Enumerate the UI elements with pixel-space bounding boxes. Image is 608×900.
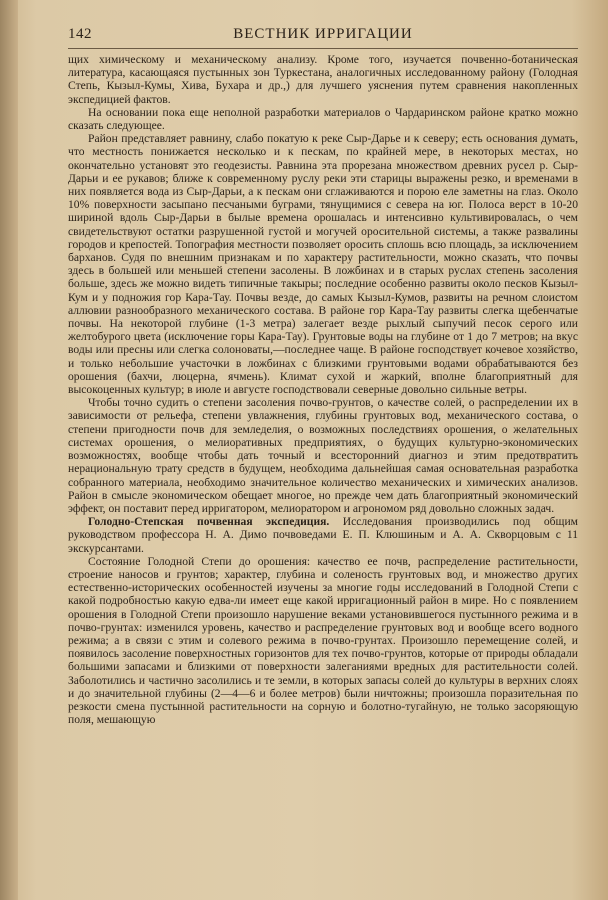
section-heading: Голодно-Степская почвенная экспедиция. [88,515,330,529]
paragraph-5 [68,515,578,555]
paragraph-3 [68,132,578,396]
paragraph-6 [68,555,578,727]
paragraph-text: щих химическому и механическому анализу. Кроме того, изучается почвенно-ботаническая литература, касающаяся пустынных зон Туркестана, аналогичных исследованному району (Голодная Степь, Кызыл-Кумы, Хива, Бухара и др.,) для лучшего уяснения путем сравнения накопленных экспедицией фактов. [68,53,578,106]
body-text [68,53,578,726]
paragraph-1 [68,53,578,106]
paragraph-text: Состояние Голодной Степи до орошения: качество ее почв, распределение растительности, строение наносов и грунтов; характер, глубина и соленость грунтовых вод, и множество других естественно-исторических особенностей изучены за многие годы исследований в Голодной Степи с какой подробностью какую едва-ли имеет еще какой ирригационный район в мире. Но с появлением орошения в Голодной Степи произошло нарушение веками установившегося пустынного режима и в почво-грунтах: изменился уровень, качество и распределение грунтовых вод и вообще всего водного режима; а в связи с этим и солевого режима в почво-грунтах. Произошло перемещение солей, и появилось засоление поверхностных горизонтов для тех почво-грунтов, которые от природы обладали большими запасами и близкими от поверхности залеганиями вредных для растительности солей. Заболотились и частично засолились и те земли, в которых запасы солей до культуры в верхних слоях и до значительной глубины (2—4—6 и более метров) были ничтожны; произошла поразительная по резкости смена пустынной растительности на сорную и болотно-тугайную, не только засоряющую поля, мешающую [68,554,578,727]
paragraph-4 [68,396,578,515]
page-binding-shadow [0,0,18,900]
page-header [68,26,578,49]
paragraph-text: Исследования производились под общим руководством профессора Н. А. Димо почвоведами Е. П. Клюшиным и А. А. Скворцовым с 11 экскурсантами. [68,515,579,555]
paragraph-2 [68,106,578,132]
paragraph-text: На основании пока еще неполной разработки материалов о Чардаринском районе кратко можно сказать следующее. [68,105,578,133]
running-title: ВЕСТНИК ИРРИГАЦИИ [233,26,413,42]
paragraph-text: Чтобы точно судить о степени засоления почво-грунтов, о качестве солей, о распределении их в зависимости от рельефа, степени увлажнения, глубины грунтовых вод, механического состава, о степени пригодности почв для земледелия, о возможных последствиях орошения, о желательных системах орошения, о мелиоративных предприятиях, о будущих культурно-экономических возможностях, вообще чтобы дать точный и всесторонний диагноз и этим предотвратить нерациональную трату средств в будущем, необходима дальнейшая самая основательная разработка собранного материала, необходимо значительное количество механических и химических анализов. Район в смысле экономическом обещает многое, но прежде чем дать благоприятный экономический эффект, он поставит перед ирригатором, мелиоратором и агрономом ряд довольно сложных задач. [68,396,578,515]
page-number: 142 [68,26,92,42]
paragraph-text: Район представляет равнину, слабо покатую к реке Сыр-Дарье и к северу; есть основания думать, что местность понижается несколько и к пескам, по крайней мере, в некоторых местах, но окончательно установят это геодезисты. Равнина эта прорезана множеством древних русел р. Сыр-Дарьи и ее рукавов; ближе к современному руслу реки эти старицы выражены резко, и временами в них появляется вода из Сыр-Дарьи, а к пескам они сглаживаются и порою еле заметны на глаз. Около 10% поверхности засыпано песчаными буграми, тянущимися с севера на юг. Полоса верст в 10-20 шириной вдоль Сыр-Дарьи в былые времена орошалась и интенсивно культивировалась, о чем свидетельствуют остатки разрушенной густой и могучей оросительной системы, а также развалины городов и крепостей. Топография местности позволяет оросить сплошь всю площадь, за исключением барханов. Судя по внешним признакам и по характеру растительности, можно сказать, что почвы здесь в большей или меньшей степени засолены. В ложбинах и в старых руслах степень засоления больше, здесь же можно видеть типичные такыры; последние особенно развиты около песков Кызыл-Кум и у подножия гор Кара-Тау. Почвы везде, до самых Кызыл-Кумов, развиты на речном слоистом аллювии разнообразного механического состава. В районе гор Кара-Тау развиты слегка щебенчатые почвы. На некоторой глубине (1-3 метра) залегает везде рыхлый сыпучий песок серого или желтобурого цвета (исключение горы Кара-Тау). Грунтовые воды на глубине от 1 до 7 метров; на вкус воды или пресны или слегка солоноваты,—последнее чаще. В районе господствует кочевое хозяйство, и только небольшие участочки в ложбинах с близкими грунтовыми водами обрабатываются без орошения (бахчи, люцерна, ячмень). Климат сухой и жаркий, вполне благоприятный для высокоценных культур; в июле и августе господствовали северные довольно сильные ветры. [68,132,578,397]
